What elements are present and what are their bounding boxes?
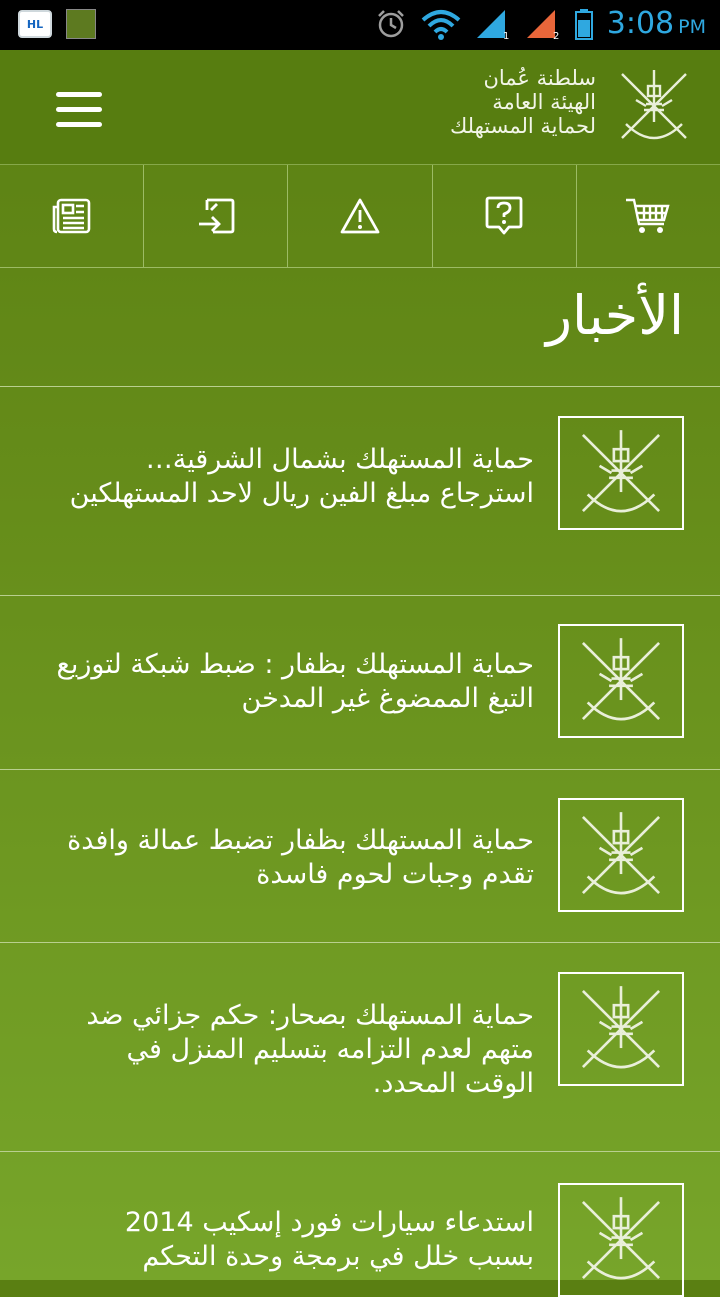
oman-emblem-icon <box>571 979 671 1079</box>
oman-emblem-icon <box>612 64 696 148</box>
news-thumbnail <box>558 972 684 1086</box>
newspaper-icon <box>52 197 92 235</box>
logo-line-1: سلطنة عُمان <box>483 66 596 90</box>
hamburger-menu-icon[interactable] <box>56 92 102 128</box>
svg-text:2: 2 <box>552 30 560 40</box>
logo-line-2: الهيئة العامة <box>492 90 596 114</box>
svg-text:1: 1 <box>502 30 510 40</box>
notification-thumbnail <box>66 9 96 39</box>
cart-icon <box>624 196 672 236</box>
authority-name <box>376 66 596 138</box>
signal-sim1-icon <box>475 8 511 40</box>
toolbar-faq-button[interactable] <box>433 165 577 267</box>
news-title: حماية المستهلك بشمال الشرقية… استرجاع مبلغ الفين ريال لاحد المستهلكين <box>69 444 534 509</box>
news-title: حماية المستهلك بظفار : ضبط شبكة لتوزيع التبغ الممضوغ غير المدخن <box>56 649 534 714</box>
oman-emblem-icon <box>571 1190 671 1290</box>
logo-line-3: لحماية المستهلك <box>449 114 596 138</box>
alarm-icon <box>375 8 407 40</box>
news-title: حماية المستهلك بصحار: حكم جزائي ضد متهم لعدم التزامه بتسليم المنزل في الوقت المحدد. <box>86 1000 534 1099</box>
news-title: استدعاء سيارات فورد إسكيب 2014 بسبب خلل في برمجة وحدة التحكم <box>124 1207 534 1272</box>
list-item[interactable] <box>0 943 720 1152</box>
toolbar-cart-button[interactable] <box>577 165 720 267</box>
question-icon <box>484 195 524 237</box>
login-icon <box>195 196 237 236</box>
oman-emblem-icon <box>571 805 671 905</box>
wifi-icon <box>421 8 461 40</box>
status-bar <box>0 0 720 50</box>
list-item[interactable] <box>0 596 720 770</box>
clock: 3:08 PM <box>606 6 706 41</box>
news-thumbnail <box>558 798 684 912</box>
oman-emblem-icon <box>571 631 671 731</box>
list-item[interactable] <box>0 387 720 596</box>
list-item[interactable] <box>0 1152 720 1292</box>
quick-toolbar <box>0 165 720 268</box>
battery-icon <box>575 8 593 40</box>
news-thumbnail <box>558 416 684 530</box>
list-item[interactable] <box>0 770 720 943</box>
app-header <box>0 50 720 165</box>
signal-sim2-icon <box>525 8 561 40</box>
news-thumbnail <box>558 624 684 738</box>
toolbar-login-button[interactable] <box>144 165 288 267</box>
news-title: حماية المستهلك بظفار تضبط عمالة وافدة تقدم وجبات لحوم فاسدة <box>67 825 534 890</box>
oman-emblem-icon <box>571 423 671 523</box>
carrier-badge: HL <box>18 10 52 38</box>
toolbar-news-button[interactable] <box>0 165 144 267</box>
toolbar-warning-button[interactable] <box>288 165 432 267</box>
page-title: الأخبار <box>545 284 684 347</box>
warning-icon <box>339 197 381 235</box>
